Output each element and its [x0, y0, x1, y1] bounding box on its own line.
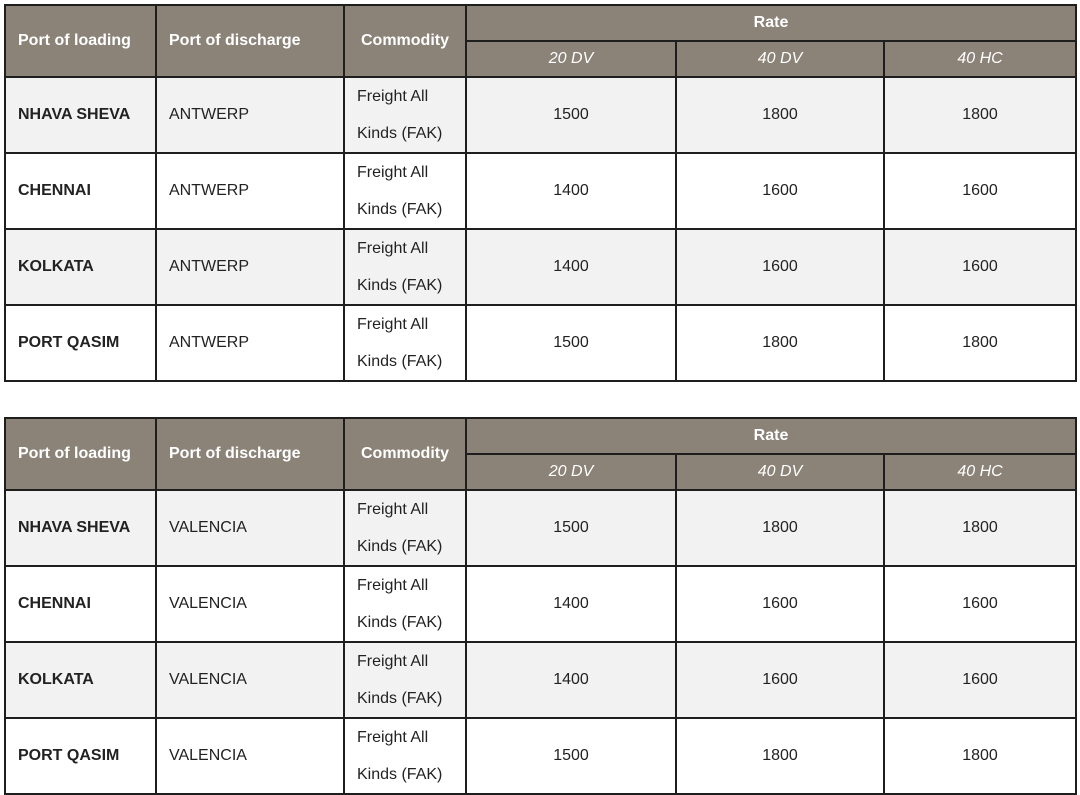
- commodity-line-2: Kinds (FAK): [357, 538, 443, 555]
- cell-rate-40-dv: 1600: [676, 229, 884, 305]
- cell-port-of-discharge: ANTWERP: [156, 229, 344, 305]
- cell-port-of-loading: PORT QASIM: [5, 718, 156, 794]
- cell-rate-20-dv: 1400: [466, 642, 676, 718]
- table-header: [5, 418, 1076, 490]
- cell-port-of-loading: KOLKATA: [5, 229, 156, 305]
- cell-port-of-loading: CHENNAI: [5, 566, 156, 642]
- cell-commodity: [344, 77, 466, 153]
- cell-port-of-discharge: VALENCIA: [156, 642, 344, 718]
- header-port-of-discharge: Port of discharge: [156, 418, 344, 490]
- cell-rate-40-dv: 1600: [676, 642, 884, 718]
- commodity-line-2: Kinds (FAK): [357, 690, 443, 707]
- header-rate: Rate: [466, 418, 1076, 454]
- header-40-dv: 40 DV: [676, 454, 884, 490]
- cell-commodity: [344, 642, 466, 718]
- header-rate: Rate: [466, 5, 1076, 41]
- commodity-line-2: Kinds (FAK): [357, 614, 443, 631]
- cell-rate-40-dv: 1600: [676, 153, 884, 229]
- rate-table-antwerp: [4, 4, 1077, 382]
- header-commodity: Commodity: [344, 418, 466, 490]
- cell-rate-40-hc: 1600: [884, 566, 1076, 642]
- table-row: [5, 490, 1076, 566]
- cell-rate-40-dv: 1800: [676, 77, 884, 153]
- cell-rate-40-dv: 1800: [676, 718, 884, 794]
- commodity-line-1: Freight All: [357, 240, 429, 257]
- cell-commodity: [344, 566, 466, 642]
- header-port-of-discharge: Port of discharge: [156, 5, 344, 77]
- table-row: [5, 229, 1076, 305]
- cell-commodity: [344, 718, 466, 794]
- cell-rate-40-hc: 1800: [884, 305, 1076, 381]
- cell-rate-40-hc: 1800: [884, 490, 1076, 566]
- cell-port-of-discharge: VALENCIA: [156, 566, 344, 642]
- header-port-of-loading: Port of loading: [5, 418, 156, 490]
- commodity-line-1: Freight All: [357, 653, 429, 670]
- commodity-line-2: Kinds (FAK): [357, 766, 443, 783]
- header-40-hc: 40 HC: [884, 454, 1076, 490]
- table-row: [5, 566, 1076, 642]
- commodity-line-1: Freight All: [357, 501, 429, 518]
- header-commodity: Commodity: [344, 5, 466, 77]
- cell-port-of-loading: NHAVA SHEVA: [5, 77, 156, 153]
- cell-rate-40-hc: 1600: [884, 153, 1076, 229]
- commodity-line-1: Freight All: [357, 729, 429, 746]
- table-row: [5, 153, 1076, 229]
- cell-commodity: [344, 153, 466, 229]
- rate-table-valencia: [4, 417, 1077, 795]
- cell-rate-20-dv: 1400: [466, 566, 676, 642]
- cell-rate-40-dv: 1600: [676, 566, 884, 642]
- cell-rate-20-dv: 1400: [466, 153, 676, 229]
- header-40-dv: 40 DV: [676, 41, 884, 77]
- cell-port-of-discharge: VALENCIA: [156, 490, 344, 566]
- commodity-line-2: Kinds (FAK): [357, 201, 443, 218]
- cell-port-of-loading: CHENNAI: [5, 153, 156, 229]
- commodity-line-1: Freight All: [357, 88, 429, 105]
- cell-rate-40-hc: 1800: [884, 77, 1076, 153]
- commodity-line-1: Freight All: [357, 577, 429, 594]
- cell-rate-40-hc: 1800: [884, 718, 1076, 794]
- table-row: [5, 718, 1076, 794]
- cell-commodity: [344, 229, 466, 305]
- cell-rate-20-dv: 1400: [466, 229, 676, 305]
- cell-port-of-loading: KOLKATA: [5, 642, 156, 718]
- cell-rate-40-dv: 1800: [676, 490, 884, 566]
- cell-rate-20-dv: 1500: [466, 77, 676, 153]
- cell-rate-20-dv: 1500: [466, 490, 676, 566]
- cell-rate-40-dv: 1800: [676, 305, 884, 381]
- header-20-dv: 20 DV: [466, 454, 676, 490]
- cell-rate-20-dv: 1500: [466, 305, 676, 381]
- commodity-line-1: Freight All: [357, 316, 429, 333]
- cell-port-of-discharge: ANTWERP: [156, 77, 344, 153]
- cell-port-of-discharge: ANTWERP: [156, 153, 344, 229]
- cell-commodity: [344, 305, 466, 381]
- commodity-line-1: Freight All: [357, 164, 429, 181]
- cell-rate-40-hc: 1600: [884, 229, 1076, 305]
- table-row: [5, 642, 1076, 718]
- table-row: [5, 305, 1076, 381]
- commodity-line-2: Kinds (FAK): [357, 277, 443, 294]
- cell-port-of-discharge: ANTWERP: [156, 305, 344, 381]
- cell-rate-40-hc: 1600: [884, 642, 1076, 718]
- cell-commodity: [344, 490, 466, 566]
- cell-rate-20-dv: 1500: [466, 718, 676, 794]
- table-header: [5, 5, 1076, 77]
- header-port-of-loading: Port of loading: [5, 5, 156, 77]
- cell-port-of-loading: NHAVA SHEVA: [5, 490, 156, 566]
- cell-port-of-loading: PORT QASIM: [5, 305, 156, 381]
- header-40-hc: 40 HC: [884, 41, 1076, 77]
- commodity-line-2: Kinds (FAK): [357, 353, 443, 370]
- cell-port-of-discharge: VALENCIA: [156, 718, 344, 794]
- header-20-dv: 20 DV: [466, 41, 676, 77]
- commodity-line-2: Kinds (FAK): [357, 125, 443, 142]
- table-row: [5, 77, 1076, 153]
